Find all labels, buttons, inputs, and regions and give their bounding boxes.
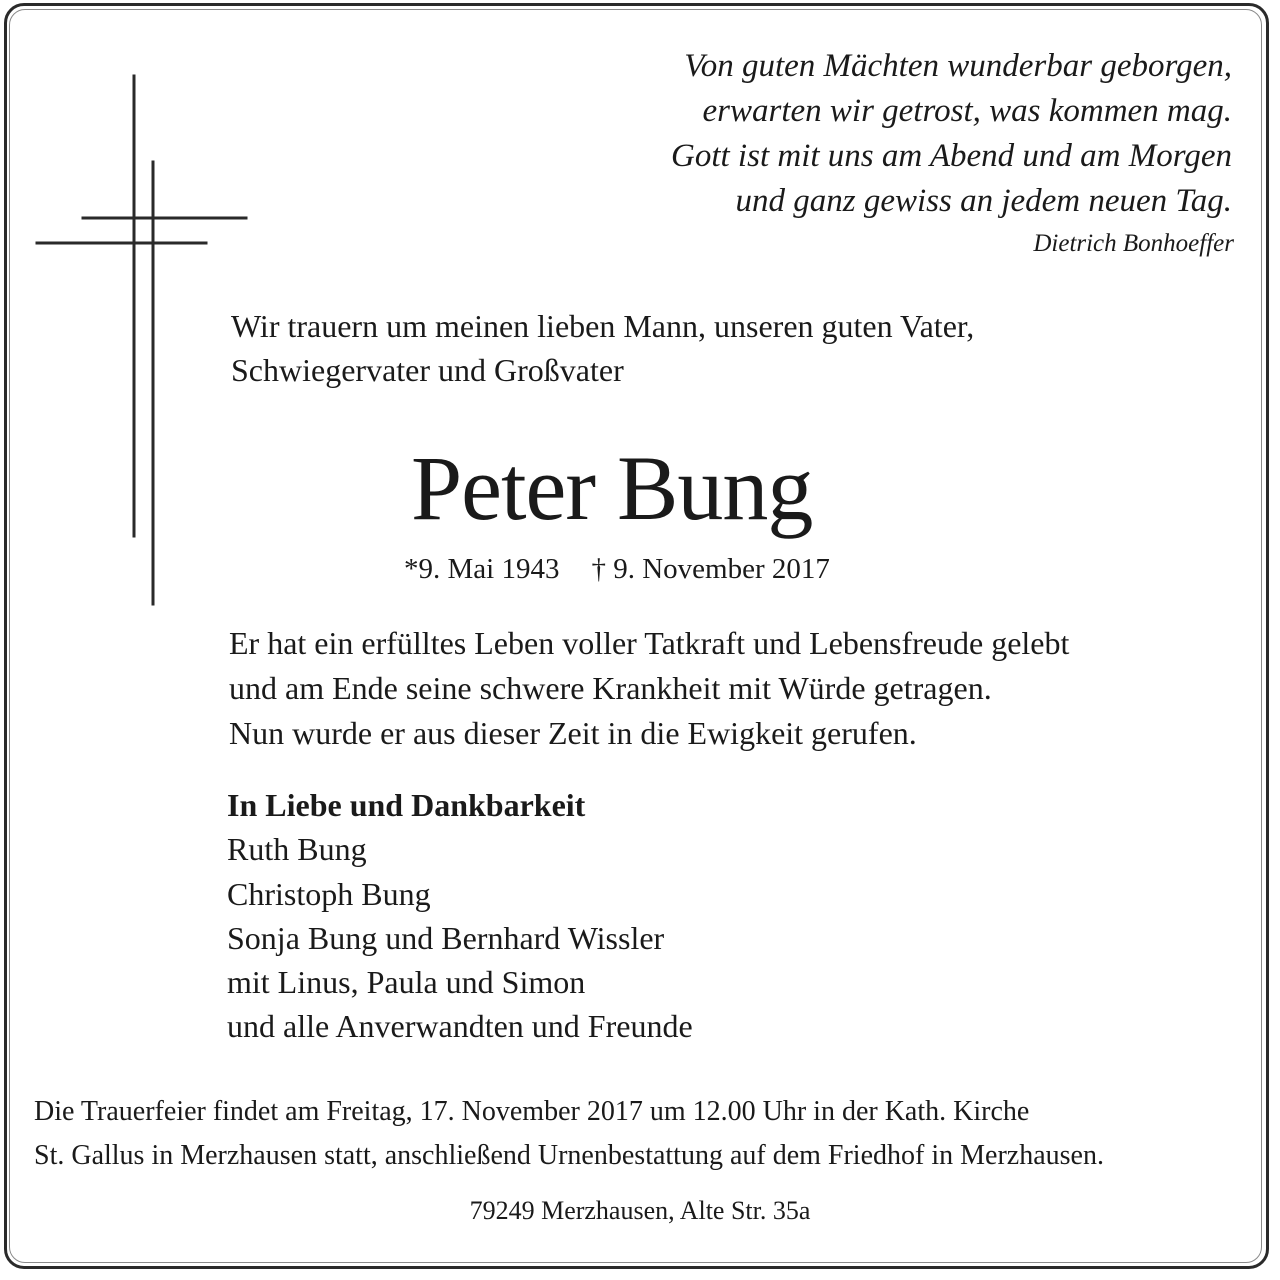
poem-author: Dietrich Bonhoeffer (1033, 230, 1234, 257)
intro-line: Schwiegervater und Großvater (231, 352, 624, 388)
intro-line: Wir trauern um meinen lieben Mann, unseren guten Vater, (231, 308, 975, 344)
tribute-text (229, 621, 1069, 756)
family-address (0, 1196, 1280, 1226)
birth-date: *9. Mai 1943 (404, 553, 560, 585)
tribute-line: Nun wurde er aus dieser Zeit in die Ewigkeit gerufen. (229, 715, 917, 751)
tribute-line: und am Ende seine schwere Krankheit mit Würde getragen. (229, 670, 992, 706)
death-date: † 9. November 2017 (591, 553, 830, 585)
poem-line: Gott ist mit uns am Abend und am Morgen (671, 138, 1232, 174)
mourner-name: Christoph Bung (227, 875, 431, 912)
funeral-line: Die Trauerfeier findet am Freitag, 17. November 2017 um 12.00 Uhr in der Kath. Kirche (34, 1096, 1030, 1127)
mourner-name: Ruth Bung (227, 831, 367, 868)
mourner-name: und alle Anverwandten und Freunde (227, 1008, 693, 1045)
life-dates (404, 553, 830, 586)
bonhoeffer-poem (671, 44, 1232, 224)
funeral-notice (34, 1090, 1104, 1178)
mourner-name: mit Linus, Paula und Simon (227, 964, 586, 1001)
poem-line: Von guten Mächten wunderbar geborgen, (684, 48, 1232, 84)
mourners-heading: In Liebe und Dankbarkeit (227, 787, 586, 823)
mourning-intro (231, 304, 974, 392)
address-text: 79249 Merzhausen, Alte Str. 35a (469, 1196, 811, 1225)
mourners-list (227, 783, 693, 1049)
cross-icon (0, 0, 260, 620)
funeral-line: St. Gallus in Merzhausen statt, anschließend Urnenbestattung auf dem Friedhof in Merzhausen. (34, 1140, 1104, 1171)
deceased-name: Peter Bung (411, 437, 813, 539)
tribute-line: Er hat ein erfülltes Leben voller Tatkraft und Lebensfreude gelebt (229, 625, 1070, 661)
poem-line: und ganz gewiss an jedem neuen Tag. (735, 183, 1232, 219)
mourner-name: Sonja Bung und Bernhard Wissler (227, 919, 665, 956)
poem-line: erwarten wir getrost, was kommen mag. (702, 93, 1232, 129)
